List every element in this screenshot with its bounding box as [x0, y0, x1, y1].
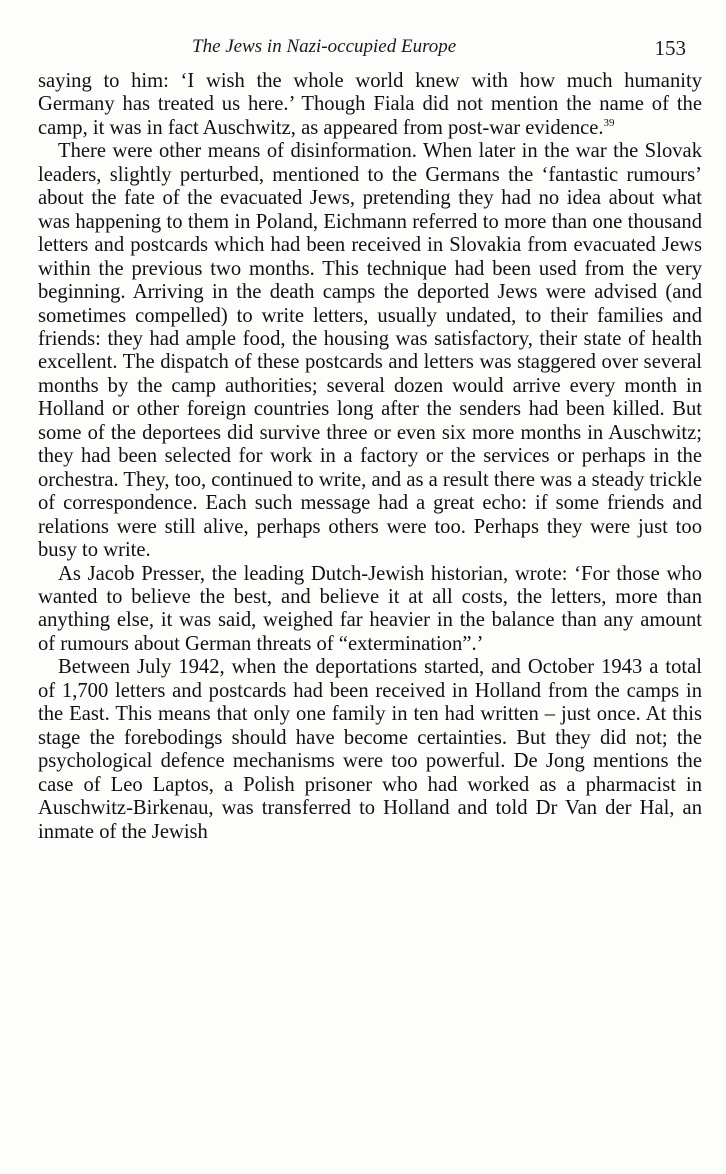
paragraph: As Jacob Presser, the leading Dutch-Jewish historian, wrote: ‘For those who wanted to believe the best, and believe it at all costs, the letters, more than anything else, it was said, weighed far heavier in the balance than any amount of rumours about German threats of “extermination”.’ [38, 562, 702, 655]
paragraph-text: saying to him: ‘I wish the whole world knew with how much humanity Germany has treated us here.’ Though Fiala did not mention the name of the camp, it was in fact Auschwitz, as appeared from post-war evidence. [38, 70, 702, 139]
footnote-marker[interactable]: 39 [603, 117, 615, 130]
running-head-title: The Jews in Nazi-occupied Europe [192, 36, 457, 57]
paragraph: Between July 1942, when the deportations started, and October 1943 a total of 1,700 letters and postcards had been received in Holland from the camps in the East. This means that only one family in ten had written – just once. At this stage the forebodings should have become certainties. But they did not; the psychological defence mechanisms were too powerful. De Jong mentions the case of Leo Laptos, a Polish prisoner who had worked as a pharmacist in Auschwitz-Birkenau, was transferred to Holland and told Dr Van der Hal, an inmate of the Jewish [38, 656, 702, 843]
body-text [38, 70, 702, 844]
page-number: 153 [654, 36, 686, 60]
paragraph [38, 70, 702, 140]
paragraph: There were other means of disinformation. When later in the war the Slovak leaders, slightly perturbed, mentioned to the Germans the ‘fantastic rumours’ about the fate of the evacuated Jews, pretending they had no idea about what was happening to them in Poland, Eichmann referred to more than one thousand letters and postcards which had been received in Slovakia from evacuated Jews within the previous two months. This technique had been used from the very beginning. Arriving in the death camps the deported Jews were advised (and sometimes compelled) to write letters, usually undated, to their families and friends: they had ample food, the housing was satisfactory, their state of health excellent. The dispatch of these postcards and letters was staggered over several months by the camp authorities; several dozen would arrive every month in Holland or other foreign countries long after the senders had been killed. But some of the deportees did survive three or even six more months in Auschwitz; they had been selected for work in a factory or the services or perhaps in the orchestra. They, too, continued to write, and as a result there was a steady trickle of correspondence. Each such message had a great echo: if some friends and relations were still alive, perhaps others were too. Perhaps they were just too busy to write. [38, 140, 702, 562]
